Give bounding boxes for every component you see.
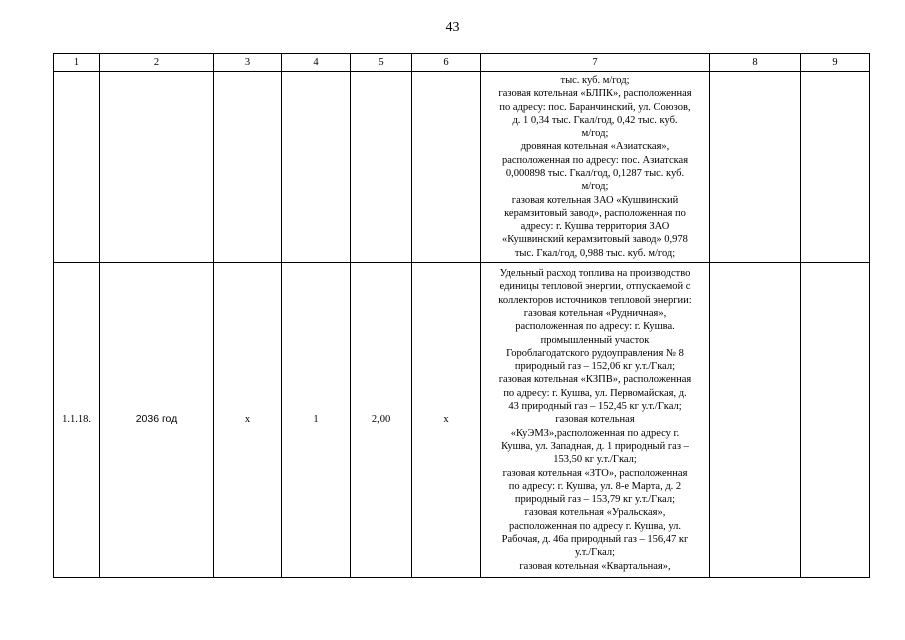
- description-line: единицы тепловой энергии, отпускаемой с: [499, 281, 691, 293]
- table-cell: х: [214, 263, 282, 578]
- table-row: [54, 263, 870, 578]
- header-cell: 2: [100, 54, 214, 72]
- page-number: 43: [445, 20, 460, 35]
- table-cell: [214, 72, 282, 263]
- table-row: [54, 72, 870, 263]
- description-line: Удельный расход топлива на производство: [499, 268, 691, 280]
- description-line: расположенная по адресу: г. Кушва.: [515, 321, 675, 333]
- row-number-cell: 1.1.18.: [54, 263, 100, 578]
- description-line: коллекторов источников тепловой энергии:: [498, 294, 692, 306]
- description-line: природный газ – 153,79 кг у.т./Гкал;: [514, 494, 676, 506]
- description-line: по адресу: пос. Баранчинский, ул. Союзов,: [499, 101, 691, 113]
- description-line: 43 природный газ – 152,45 кг у.т./Гкал;: [508, 401, 682, 413]
- description-line: керамзитовый завод», расположенная по: [504, 207, 686, 219]
- header-cell: 4: [282, 54, 351, 72]
- table-cell: 2,00: [351, 263, 412, 578]
- row-number-cell: [54, 72, 100, 263]
- description-cell: [481, 263, 710, 578]
- header-cell: 1: [54, 54, 100, 72]
- description-line: природный газ – 152,06 кг у.т./Гкал;: [514, 361, 676, 373]
- description-line: д. 1 0,34 тыс. Гкал/год, 0,42 тыс. куб.: [512, 114, 678, 126]
- header-cell: 7: [481, 54, 710, 72]
- table-cell: х: [412, 263, 481, 578]
- header-cell: 6: [412, 54, 481, 72]
- data-table: [53, 53, 870, 578]
- description-line: газовая котельная «КЗПВ», расположенная: [498, 374, 692, 386]
- description-line: расположенная по адресу г. Кушва, ул.: [508, 520, 682, 532]
- description-line: газовая котельная ЗАО «Кушвинский: [511, 194, 679, 206]
- description-line: адресу: г. Кушва территория ЗАО: [520, 221, 670, 233]
- description-line: «Кушвинский керамзитовый завод» 0,978: [502, 234, 688, 246]
- description-line: Кушва, ул. Западная, д. 1 природный газ –: [501, 440, 689, 452]
- table-cell: [801, 263, 870, 578]
- description-line: газовая котельная «Квартальная»,: [519, 560, 671, 572]
- header-cell: 3: [214, 54, 282, 72]
- description-line: «КуЭМЗ»,расположенная по адресу г.: [510, 427, 680, 439]
- table-cell: [412, 72, 481, 263]
- description-line: газовая котельная «ЗТО», расположенная: [502, 467, 688, 479]
- description-cell: [481, 72, 710, 263]
- description-line: 153,50 кг у.т./Гкал;: [553, 454, 637, 466]
- table-cell: [710, 263, 801, 578]
- year-cell: [100, 72, 214, 263]
- description-text: [481, 74, 709, 260]
- description-line: газовая котельная «БЛПК», расположенная: [498, 88, 692, 100]
- description-line: тыс. куб. м/год;: [560, 74, 630, 86]
- description-line: тыс. Гкал/год, 0,988 тыс. куб. м/год;: [514, 247, 676, 259]
- header-cell: 8: [710, 54, 801, 72]
- description-line: промышленный участок: [540, 334, 650, 346]
- description-line: Гороблагодатского рудоуправления № 8: [506, 347, 684, 359]
- header-cell: 9: [801, 54, 870, 72]
- table-cell: [351, 72, 412, 263]
- description-line: расположенная по адресу: пос. Азиатская: [501, 154, 689, 166]
- description-line: Рабочая, д. 46а природный газ – 156,47 кг: [501, 534, 689, 546]
- description-line: по адресу: г. Кушва, ул. Первомайская, д.: [503, 387, 687, 399]
- table-cell: [801, 72, 870, 263]
- description-line: по адресу: г. Кушва, ул. 8-е Марта, д. 2: [508, 480, 682, 492]
- description-line: газовая котельная: [555, 414, 635, 426]
- description-line: газовая котельная «Рудничная»,: [523, 307, 667, 319]
- description-text: [481, 267, 709, 573]
- table-cell: [710, 72, 801, 263]
- table-cell: [282, 72, 351, 263]
- description-line: газовая котельная «Уральская»,: [524, 507, 666, 519]
- table-cell: 1: [282, 263, 351, 578]
- description-line: 0,000898 тыс. Гкал/год, 0,1287 тыс. куб.: [505, 168, 685, 179]
- description-line: у.т./Гкал;: [574, 547, 616, 559]
- year-cell: 2036 год: [100, 263, 214, 578]
- table-header-row: [54, 54, 870, 72]
- header-cell: 5: [351, 54, 412, 72]
- description-line: дровяная котельная «Азиатская»,: [520, 141, 670, 153]
- description-line: м/год;: [581, 128, 609, 140]
- description-line: м/год;: [581, 181, 609, 193]
